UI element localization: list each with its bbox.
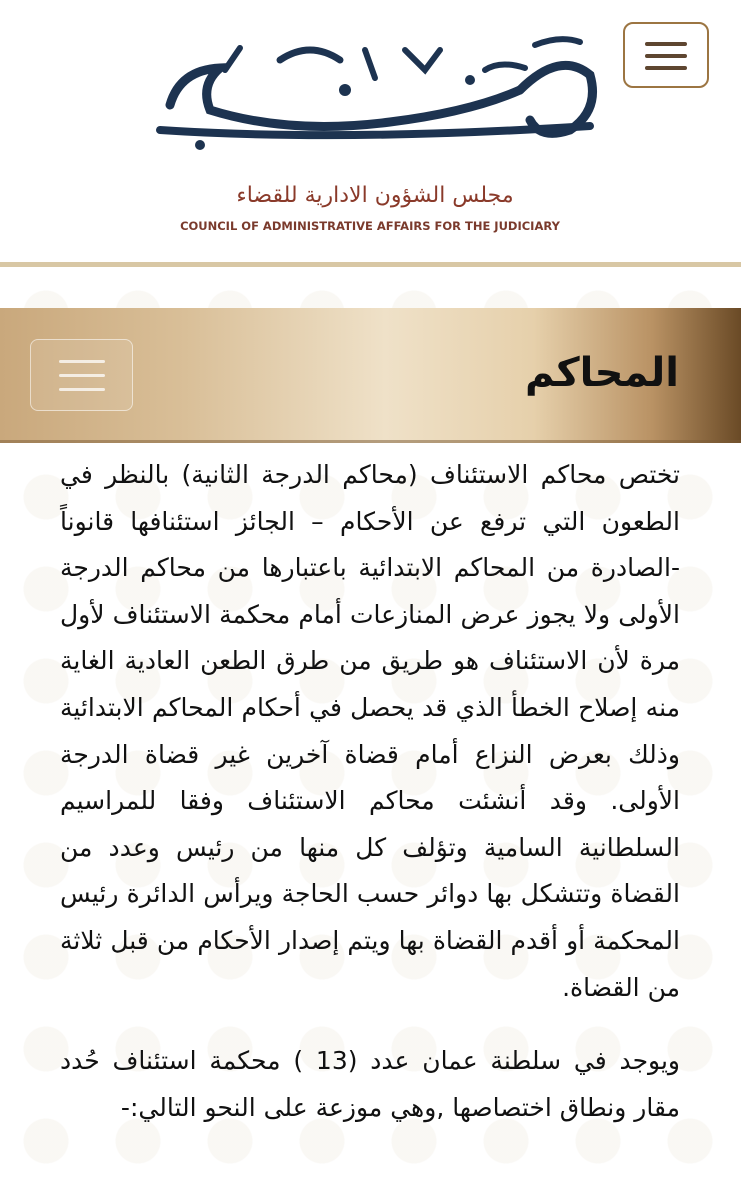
site-header (0, 0, 741, 262)
article-paragraph: ويوجد في سلطنة عمان عدد (13 ) محكمة استئناف حُدد مقار ونطاق اختصاصها ,وهي موزعة على النحو التالي:- (60, 1046, 681, 1122)
main-menu-button[interactable] (623, 22, 709, 88)
page-title: المحاكم (524, 350, 679, 396)
logo-subtitle-en: COUNCIL OF ADMINISTRATIVE AFFAIRS FOR THE JUDICIARY (180, 219, 560, 233)
article-content (60, 452, 680, 1131)
section-menu-button[interactable] (30, 339, 133, 411)
title-bar-edge (0, 440, 741, 443)
section-title-bar (0, 308, 741, 443)
logo-calligraphy (160, 39, 593, 150)
logo-subtitle-ar: مجلس الشؤون الادارية للقضاء (236, 183, 514, 208)
article-paragraph: تختص محاكم الاستئناف (محاكم الدرجة الثانية) بالنظر في الطعون التي ترفع عن الأحكام – الجائز استئنافها قانوناً -الصادرة من المحاكم الابتدائية باعتبارها من محاكم الدرجة الأولى ولا يجوز عرض المنازعات أمام محكمة الاستئناف لأول مرة لأن الاستئناف هو طريق من طرق الطعن العادية الغاية منه إصلاح الخطأ الذي قد يحصل في أحكام المحاكم الابتدائية وذلك بعرض النزاع أمام قضاة آخرين غير قضاة الدرجة الأولى. وقد أنشئت محاكم الاستئناف وفقا للمراسيم السلطانية السامية وتؤلف كل منها من رئيس وعدد من القضاة وتتشكل بها دوائر حسب الحاجة ويرأس الدائرة رئيس المحكمة أو أقدم القضاة بها ويتم إصدار الأحكام من قبل ثلاثة من القضاة. (60, 460, 680, 1002)
council-logo[interactable] (140, 30, 610, 240)
